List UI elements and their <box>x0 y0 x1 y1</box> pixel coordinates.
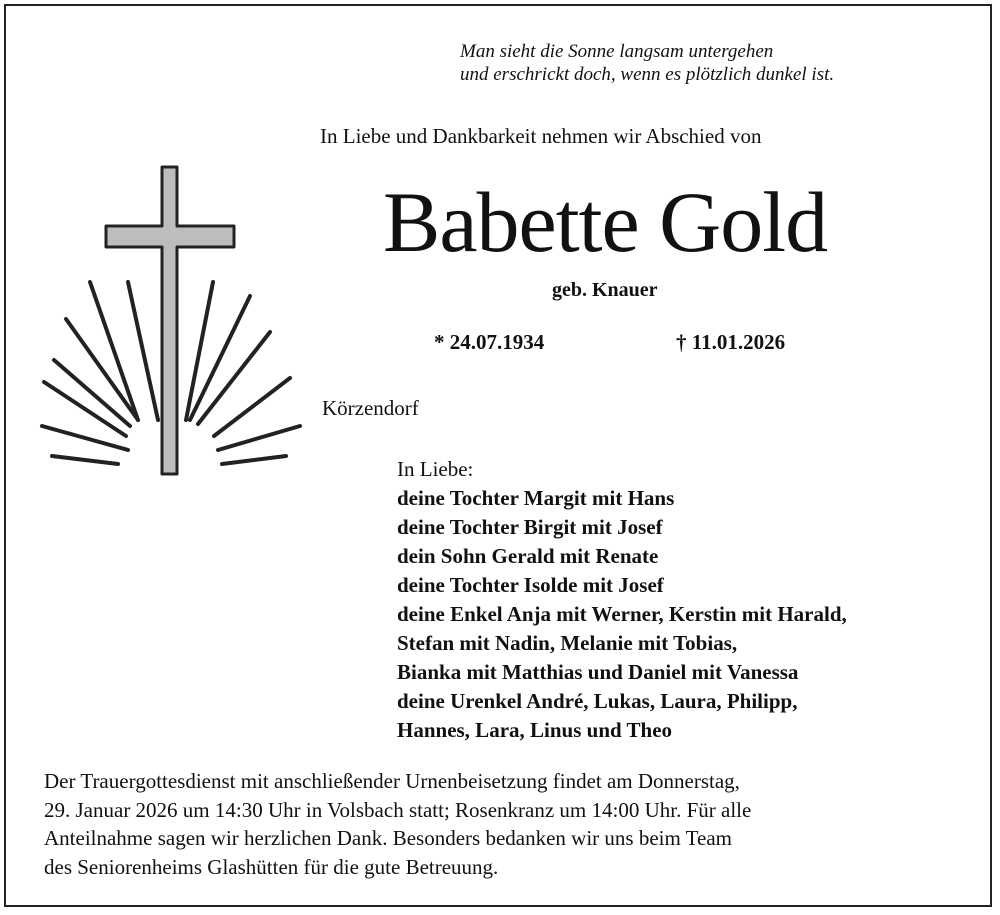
mourner-line: deine Urenkel André, Lukas, Laura, Philipp, <box>397 689 798 713</box>
mourner-line: Hannes, Lara, Linus und Theo <box>397 718 673 742</box>
death-date: † 11.01.2026 <box>676 330 786 354</box>
mourner-line: Stefan mit Nadin, Melanie mit Tobias, <box>397 631 738 655</box>
mourners-list <box>397 455 847 745</box>
mourner-line: deine Tochter Birgit mit Josef <box>397 515 663 539</box>
motto-line-2: und erschrickt doch, wenn es plötzlich dunkel ist. <box>460 64 835 85</box>
motto-quote <box>460 40 834 86</box>
deceased-name: Babette Gold <box>383 174 828 270</box>
hometown: Körzendorf <box>322 396 419 420</box>
notice-line: Anteilnahme sagen wir herzlichen Dank. Besonders bedanken wir uns beim Team <box>44 826 733 850</box>
maiden-name: geb. Knauer <box>552 279 658 301</box>
mourner-line: Bianka mit Matthias und Daniel mit Vanessa <box>397 660 799 684</box>
cross-with-sunrays-icon <box>38 164 308 484</box>
mourner-line: dein Sohn Gerald mit Renate <box>397 544 659 568</box>
service-notice <box>44 767 944 881</box>
notice-line: 29. Januar 2026 um 14:30 Uhr in Volsbach statt; Rosenkranz um 14:00 Uhr. Für alle <box>44 797 752 822</box>
mourners-lead: In Liebe: <box>397 457 474 481</box>
mourner-line: deine Enkel Anja mit Werner, Kerstin mit Harald, <box>397 602 847 626</box>
notice-line: des Seniorenheims Glashütten für die gute Betreuung. <box>44 854 499 879</box>
mourner-line: deine Tochter Isolde mit Josef <box>397 573 664 597</box>
notice-line: Der Trauergottesdienst mit anschließender Urnenbeisetzung findet am Donnerstag, <box>44 769 740 793</box>
mourner-line: deine Tochter Margit mit Hans <box>397 486 675 510</box>
intro-text: In Liebe und Dankbarkeit nehmen wir Abschied von <box>320 124 762 148</box>
motto-line-1: Man sieht die Sonne langsam untergehen <box>460 41 774 62</box>
birth-date: * 24.07.1934 <box>434 330 545 354</box>
